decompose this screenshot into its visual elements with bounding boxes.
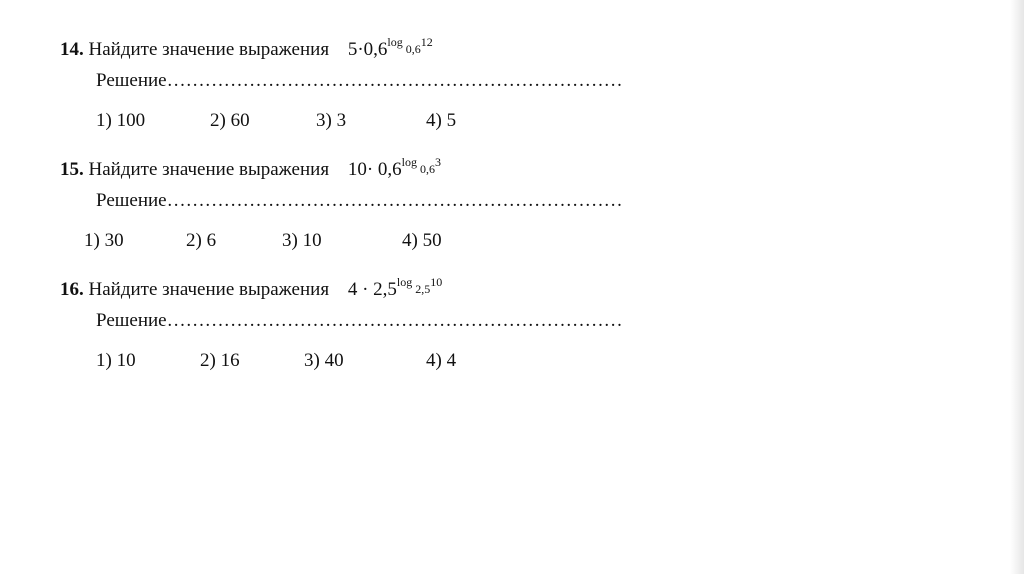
log-base: 0,6 [419,162,435,176]
task-prompt: Найдите значение выражения [88,279,330,300]
log-word: log [387,35,403,49]
power-base: 0,6 [363,39,388,60]
answer-option-3: 3) 40 [304,350,344,371]
multiply-dot: · [357,39,364,60]
solution-line: Решение……………………………………………………………… [96,70,623,91]
answer-option-2: 2) 60 [210,110,250,131]
answer-option-3: 3) 3 [316,110,347,131]
log-argument: 3 [434,155,441,169]
task-title [60,270,960,300]
task-number: 16. [60,279,84,300]
coefficient: 4 [347,279,358,300]
answer-options [96,350,696,374]
task-title [60,150,960,180]
log-word: log [396,275,413,289]
task-number: 15. [60,159,84,180]
log-argument: 10 [430,275,443,289]
coefficient: 5 [347,39,358,60]
answer-options [96,110,696,134]
math-expression [347,155,441,180]
multiply-dot: · [362,279,369,300]
exponent [387,35,433,56]
log-base: 0,6 [405,42,421,56]
task-number: 14. [60,39,84,60]
answer-option-2: 2) 6 [186,230,217,251]
answer-option-3: 3) 10 [282,230,322,251]
exponent [401,155,441,176]
solution-line: Решение……………………………………………………………… [96,310,623,331]
task-title [60,30,960,60]
answer-option-2: 2) 16 [200,350,240,371]
answer-option-1: 1) 30 [84,230,124,251]
math-expression [347,275,443,300]
answer-options [84,230,684,254]
answer-option-1: 1) 100 [96,110,146,131]
answer-option-4: 4) 5 [426,110,457,131]
answer-option-4: 4) 4 [426,350,457,371]
answer-option-4: 4) 50 [402,230,442,251]
task-prompt: Найдите значение выражения [88,159,330,180]
coefficient: 10 [347,159,367,180]
multiply-dot: · [366,159,374,180]
log-word: log [401,155,417,169]
math-expression [347,35,433,60]
page-edge-shadow [1010,0,1024,574]
exponent [396,275,443,296]
task-16 [60,270,960,371]
task-prompt: Найдите значение выражения [88,39,330,60]
answer-option-1: 1) 10 [96,350,136,371]
power-base: 0,6 [377,159,402,180]
power-base: 2,5 [373,279,397,300]
task-14 [60,30,960,131]
solution-line: Решение……………………………………………………………… [96,190,623,211]
log-base: 2,5 [415,282,431,296]
task-15 [60,150,960,251]
log-argument: 12 [420,35,433,49]
